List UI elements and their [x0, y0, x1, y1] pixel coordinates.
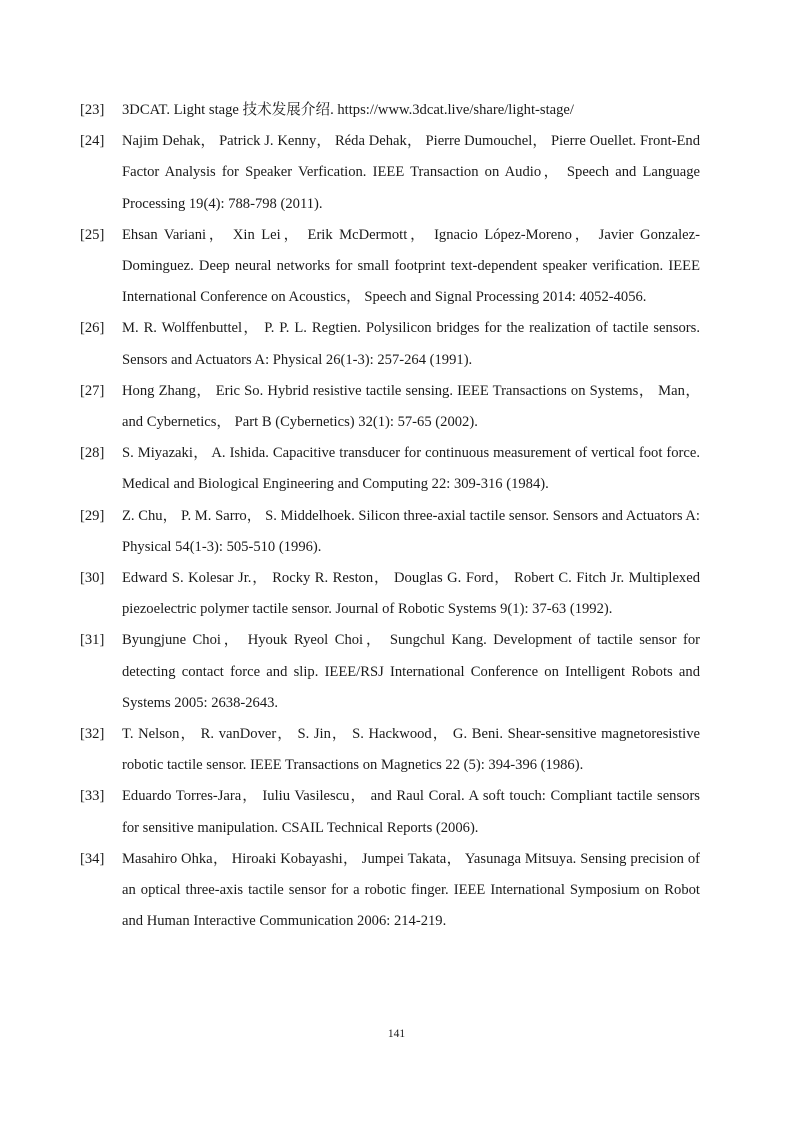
reference-item — [80, 438, 700, 500]
reference-item — [80, 220, 700, 314]
reference-text: 3DCAT. Light stage 技术发展介绍. https://www.3dcat.live/share/light-stage/ — [122, 102, 574, 118]
page-number: 141 — [387, 1028, 406, 1040]
reference-number: [31] — [80, 632, 105, 649]
reference-text: Najim Dehak， Patrick J. Kenny， Réda Dehak， Pierre Dumouchel， Pierre Ouellet. Front-End Factor Analysis for Speaker Verfication. IEEE Transaction on Audio， Speech and Language Processing 19(4): 788-798 (2011). — [122, 133, 700, 212]
reference-text: Eduardo Torres-Jara， Iuliu Vasilescu， and Raul Coral. A soft touch: Compliant tactile sensors for sensitive manipulation. CSAIL Technical Reports (2006). — [122, 788, 700, 836]
reference-item — [80, 844, 700, 938]
reference-item — [80, 313, 700, 375]
reference-number: [32] — [80, 726, 105, 743]
reference-number: [29] — [80, 507, 105, 524]
reference-text: Ehsan Variani， Xin Lei， Erik McDermott， Ignacio López-Moreno， Javier Gonzalez-Dominguez. Deep neural networks for small footprint text-dependent speaker verification. IEEE International Conference on Acoustics， Speech and Signal Processing 2014: 4052-4056. — [122, 226, 700, 306]
reference-text: Hong Zhang， Eric So. Hybrid resistive tactile sensing. IEEE Transactions on Systems， Man， and Cybernetics， Part B (Cybernetics) 32(1): 57-65 (2002). — [122, 382, 700, 431]
reference-text: T. Nelson， R. vanDover， S. Jin， S. Hackwood， G. Beni. Shear-sensitive magnetoresistive robotic tactile sensor. IEEE Transactions on Magnetics 22 (5): 394-396 (1986). — [122, 726, 700, 774]
reference-text: Masahiro Ohka， Hiroaki Kobayashi， Jumpei Takata， Yasunaga Mitsuya. Sensing precision of an optical three-axis tactile sensor for a robotic finger. IEEE International Symposium on Robot and Human Interactive Communication 2006: 214-219. — [122, 850, 700, 930]
reference-number: [23] — [80, 102, 105, 118]
reference-item — [80, 501, 700, 563]
reference-text: Edward S. Kolesar Jr.， Rocky R. Reston， Douglas G. Ford， Robert C. Fitch Jr. Multiplexed piezoelectric polymer tactile sensor. Journal of Robotic Systems 9(1): 37-63 (1992). — [122, 570, 700, 618]
reference-number: [34] — [80, 850, 105, 867]
reference-number: [24] — [80, 133, 105, 150]
reference-text: M. R. Wolffenbuttel， P. P. L. Regtien. Polysilicon bridges for the realization of tactile sensors. Sensors and Actuators A: Physical 26(1-3): 257-264 (1991). — [122, 320, 700, 368]
reference-item — [80, 126, 700, 220]
reference-item — [80, 719, 700, 781]
reference-number: [30] — [80, 570, 105, 587]
reference-text: Z. Chu， P. M. Sarro， S. Middelhoek. Silicon three-axial tactile sensor. Sensors and Actuators A: Physical 54(1-3): 505-510 (1996). — [122, 507, 700, 555]
reference-number: [33] — [80, 788, 105, 805]
reference-item — [80, 376, 700, 438]
reference-text: Byungjune Choi， Hyouk Ryeol Choi， Sungchul Kang. Development of tactile sensor for detecting contact force and slip. IEEE/RSJ International Conference on Intelligent Robots and Systems 2005: 2638-2643. — [122, 632, 700, 711]
reference-number: [27] — [80, 382, 105, 399]
reference-list — [80, 95, 700, 937]
reference-text: S. Miyazaki， A. Ishida. Capacitive transducer for continuous measurement of vertical foot force. Medical and Biological Engineering and Computing 22: 309-316 (1984). — [122, 445, 700, 493]
reference-item — [80, 95, 700, 126]
reference-item — [80, 563, 700, 625]
reference-number: [28] — [80, 445, 105, 462]
reference-item — [80, 781, 700, 843]
reference-number: [26] — [80, 320, 105, 337]
reference-number: [25] — [80, 226, 105, 243]
reference-item — [80, 625, 700, 719]
